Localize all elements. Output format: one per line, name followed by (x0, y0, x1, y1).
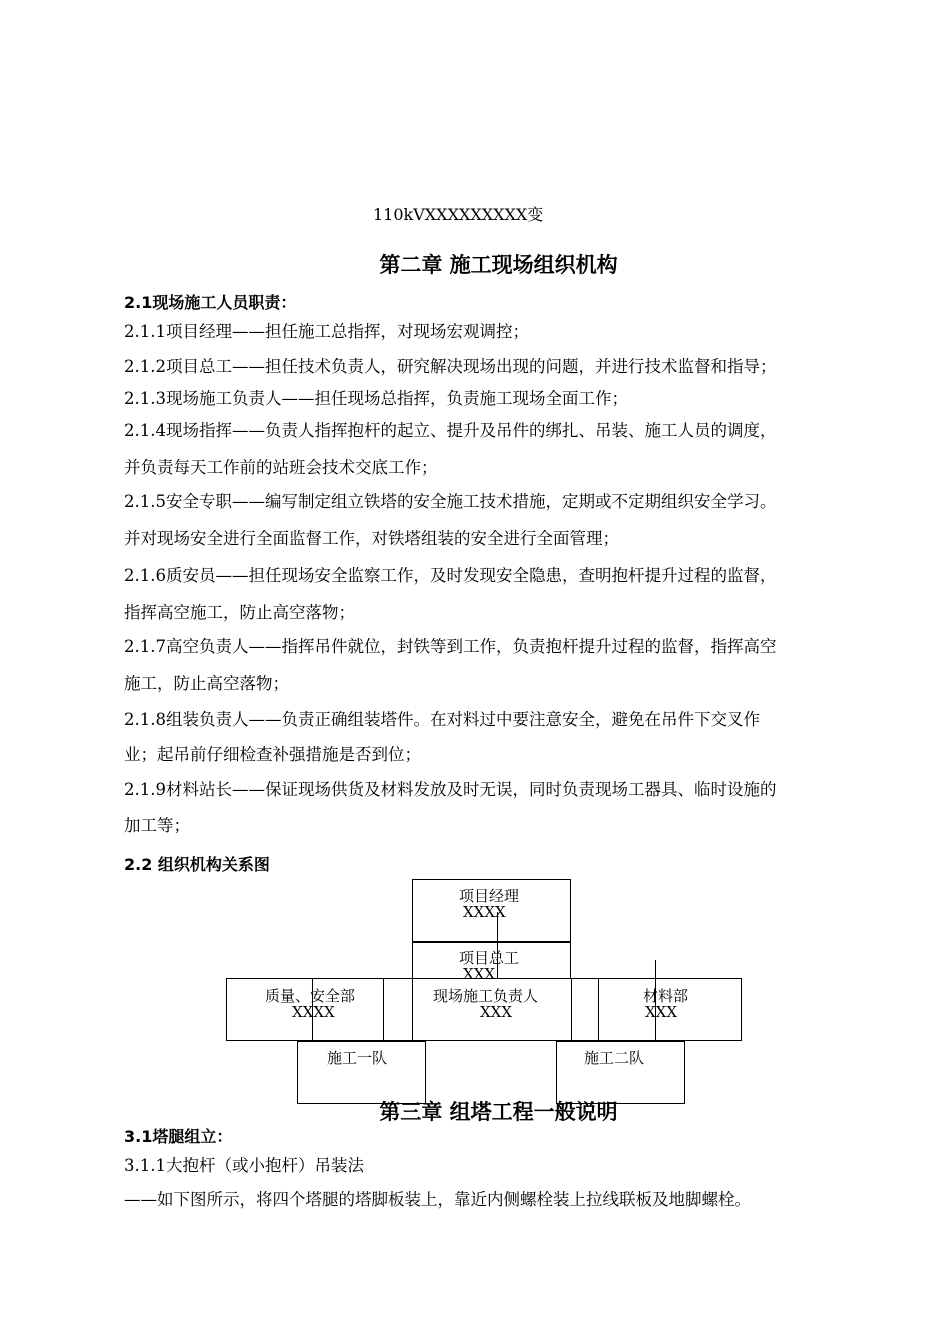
duty-line: 2.1.1项目经理——担任施工总指挥，对现场宏观调控； (124, 322, 529, 341)
duty-line: 并对现场安全进行全面监督工作，对铁塔组装的安全进行全面管理； (124, 529, 619, 548)
duty-line: 2.1.8组装负责人——负责正确组装塔件。在对料过中要注意安全，避免在吊件下交叉作 (124, 710, 760, 729)
paragraph: ——如下图所示，将四个塔腿的塔脚板装上，靠近内侧螺栓装上拉线联板及地脚螺栓。 (124, 1190, 751, 1209)
material-dept-title: 材料部 (643, 987, 689, 1005)
duty-line: 业；起吊前仔细检查补强措施是否到位； (124, 745, 421, 764)
duty-line: 加工等； (124, 816, 190, 835)
team-1-label: 施工一队 (327, 1049, 388, 1067)
duty-line: 施工，防止高空落物； (124, 674, 289, 693)
connector-line (412, 978, 413, 1041)
section-2-2-heading: 2.2 组织机构关系图 (124, 855, 270, 874)
site-lead-name: XXX (480, 1003, 513, 1021)
chapter-2-title: 第二章 施工现场组织机构 (379, 253, 618, 277)
chief-title: 项目总工 (459, 949, 520, 967)
connector-line (571, 978, 572, 1041)
duty-line: 2.1.4现场指挥——负责人指挥抱杆的起立、提升及吊件的绑扎、吊装、施工人员的调度， (124, 421, 777, 440)
pm-title: 项目经理 (459, 887, 520, 905)
duty-line: 2.1.6质安员——担任现场安全监察工作，及时发现安全隐患，查明抱杆提升过程的监督， (124, 566, 777, 585)
material-dept-name: XXX (645, 1003, 678, 1021)
duty-line: 并负责每天工作前的站班会技术交底工作； (124, 458, 438, 477)
chief-name: XXX (463, 965, 496, 983)
connector-line (598, 978, 599, 1041)
paragraph: 3.1.1大抱杆（或小抱杆）吊装法 (124, 1156, 364, 1175)
quality-dept-title: 质量、安全部 (265, 987, 356, 1005)
duty-line: 2.1.2项目总工——担任技术负责人，研究解决现场出现的问题，并进行技术监督和指导； (124, 357, 777, 376)
section-3-1-heading: 3.1塔腿组立： (124, 1127, 233, 1146)
quality-dept-name: XXXX (292, 1003, 335, 1021)
duty-line: 2.1.9材料站长——保证现场供货及材料发放及时无误，同时负责现场工器具、临时设施的 (124, 780, 777, 799)
section-2-1-heading: 2.1现场施工人员职责： (124, 293, 297, 312)
duty-line: 2.1.3现场施工负责人——担任现场总指挥，负责施工现场全面工作； (124, 389, 628, 408)
site-lead-title: 现场施工负责人 (433, 987, 539, 1005)
connector-line (383, 978, 384, 1041)
duty-line: 2.1.7高空负责人——指挥吊件就位，封铁等到工作，负责抱杆提升过程的监督，指挥高空 (124, 637, 777, 656)
duty-line: 2.1.5安全专职——编写制定组立铁塔的安全施工技术措施，定期或不定期组织安全学习。 (124, 492, 777, 511)
document-header: 110kVXXXXXXXXX变 (373, 205, 544, 224)
team-2-label: 施工二队 (584, 1049, 645, 1067)
duty-line: 指挥高空施工，防止高空落物； (124, 603, 355, 622)
pm-name: XXXX (463, 903, 506, 921)
chapter-3-title: 第三章 组塔工程一般说明 (379, 1100, 618, 1124)
